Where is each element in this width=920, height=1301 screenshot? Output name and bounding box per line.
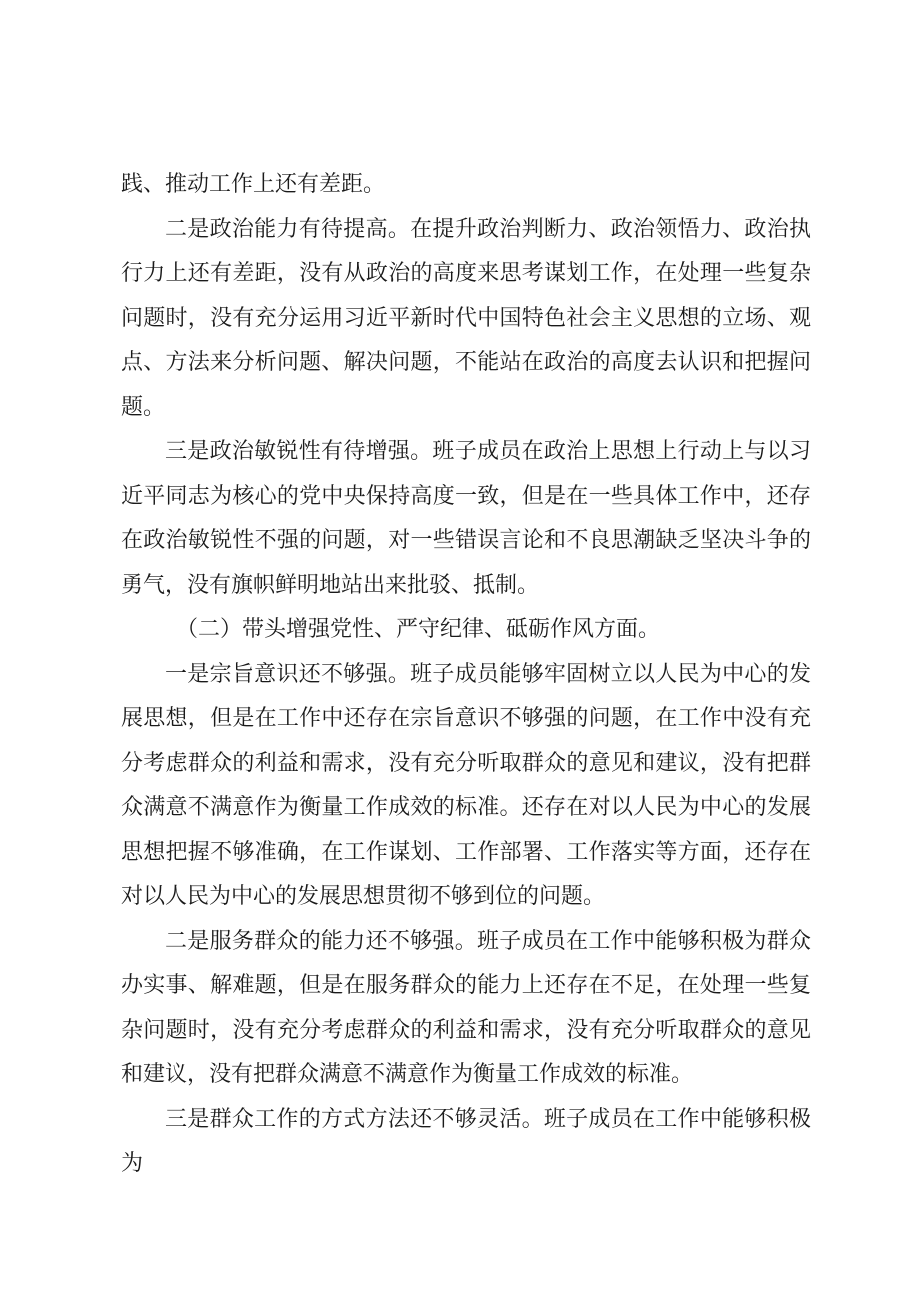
paragraph-purpose-awareness: 一是宗旨意识还不够强。班子成员能够牢固树立以人民为中心的发展思想，但是在工作中还存在宗旨意识不够强的问题，在工作中没有充分考虑群众的利益和需求，没有充分听取群众的意见和建议，没有把群众满意不满意作为衡量工作成效的标准。还存在对以人民为中心的发展思想把握不够准确，在工作谋划、工作部署、工作落实等方面，还存在对以人民为中心的发展思想贯彻不够到位的问题。 — [121, 661, 811, 909]
section-heading-2: （二）带头增强党性、严守纪律、砥砺作风方面。 — [176, 617, 661, 642]
paragraph-political-ability: 二是政治能力有待提高。在提升政治判断力、政治领悟力、政治执行力上还有差距，没有从政治的高度来思考谋划工作，在处理一些复杂问题时，没有充分运用习近平新时代中国特色社会主义思想的立场、观点、方法来分析问题、解决问题，不能站在政治的高度去认识和把握问题。 — [121, 216, 811, 420]
paragraph-political-sensitivity: 三是政治敏锐性有待增强。班子成员在政治上思想上行动上与以习近平同志为核心的党中央保持高度一致，但是在一些具体工作中，还存在政治敏锐性不强的问题，对一些错误言论和不良思潮缺乏坚决斗争的勇气，没有旗帜鲜明地站出来批驳、抵制。 — [121, 439, 811, 598]
paragraph-work-methods: 三是群众工作的方式方法还不够灵活。班子成员在工作中能够积极为 — [121, 1106, 811, 1176]
paragraph-continuation: 践、推动工作上还有差距。 — [121, 172, 386, 197]
paragraph-service-ability: 二是服务群众的能力还不够强。班子成员在工作中能够积极为群众办实事、解难题，但是在服务群众的能力上还存在不足，在处理一些复杂问题时，没有充分考虑群众的利益和需求，没有充分听取群众的意见和建议，没有把群众满意不满意作为衡量工作成效的标准。 — [121, 928, 811, 1087]
document-body — [121, 163, 811, 1187]
